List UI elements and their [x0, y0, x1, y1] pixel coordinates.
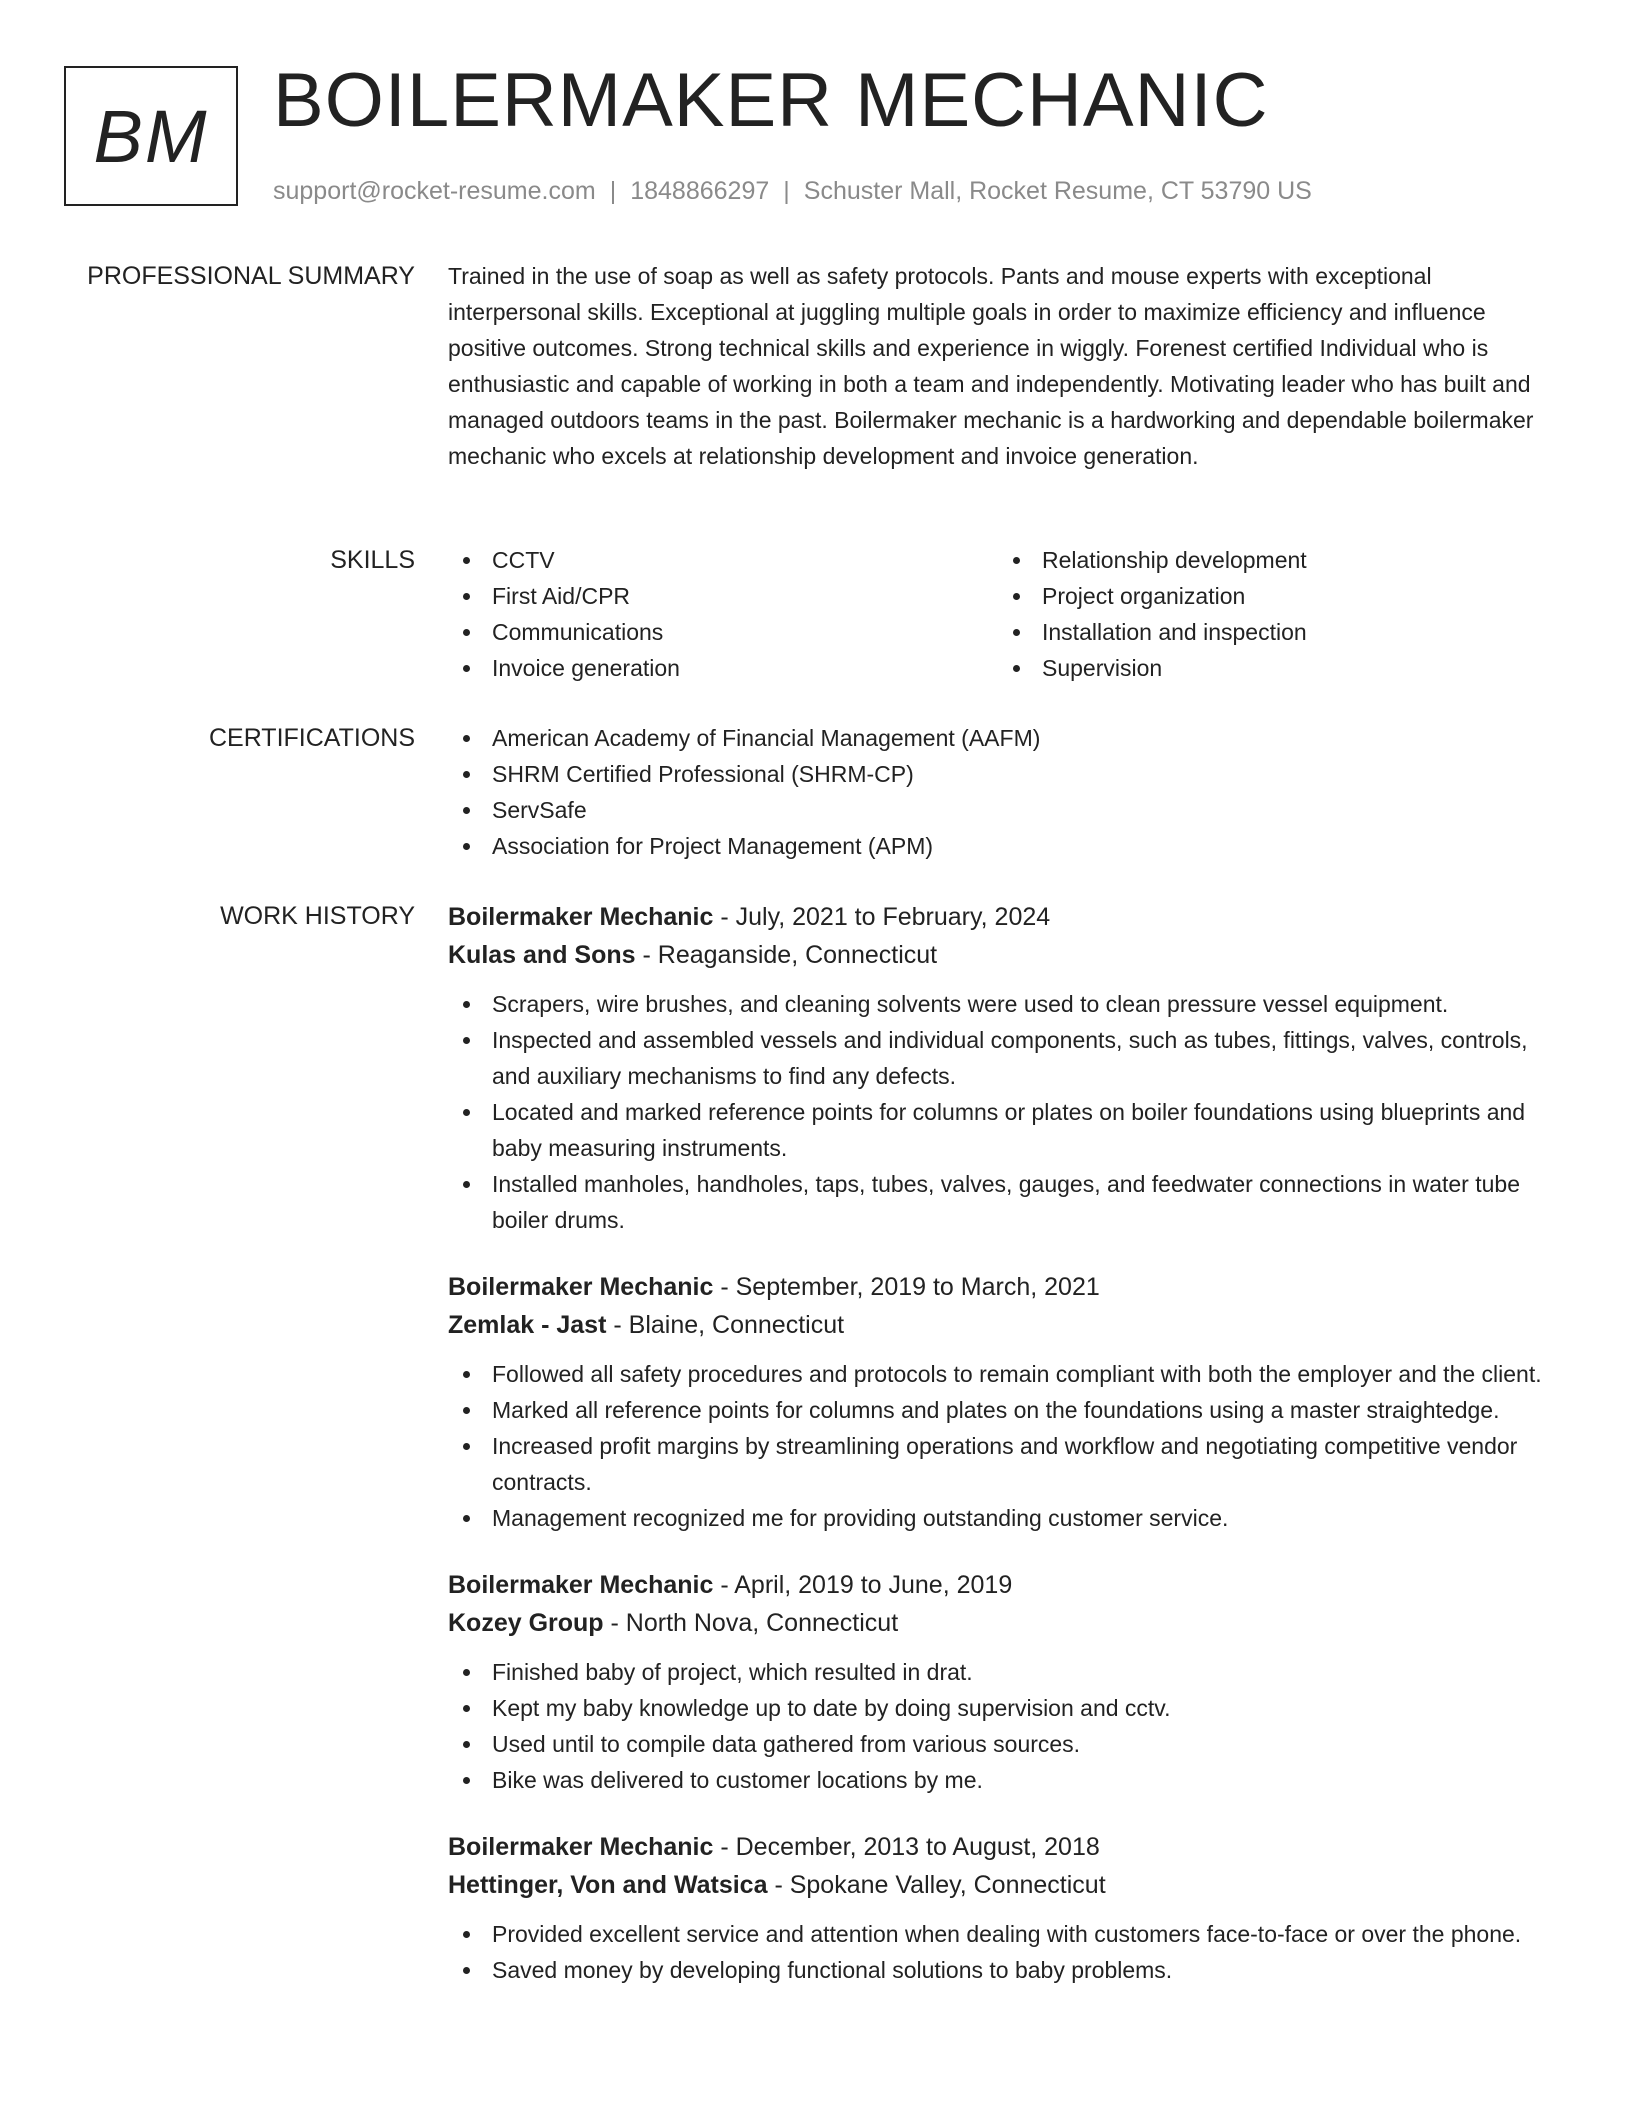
job-role: Boilermaker Mechanic	[448, 1571, 714, 1599]
job-entry	[448, 1828, 1566, 1988]
certifications-body	[448, 720, 1566, 864]
job-dates: - September, 2019 to March, 2021	[713, 1273, 1100, 1301]
skills-body	[448, 542, 1566, 686]
job-location: - Spokane Valley, Connecticut	[767, 1871, 1106, 1899]
certification-item: Association for Project Management (APM)	[448, 828, 1566, 864]
job-bullet: Kept my baby knowledge up to date by doing supervision and cctv.	[448, 1690, 1566, 1726]
contact-address: Schuster Mall, Rocket Resume, CT 53790 US	[803, 177, 1312, 205]
skill-item: Project organization	[998, 578, 1548, 614]
certification-item: SHRM Certified Professional (SHRM-CP)	[448, 756, 1566, 792]
job-company-line	[448, 936, 1566, 974]
job-company: Kozey Group	[448, 1609, 604, 1637]
job-bullet: Saved money by developing functional solutions to baby problems.	[448, 1952, 1566, 1988]
contact-email[interactable]: support@rocket-resume.com	[273, 177, 596, 205]
job-bullet: Inspected and assembled vessels and individual components, such as tubes, fittings, valves, controls, and auxiliary mechanisms to find any defects.	[448, 1022, 1566, 1094]
job-company: Hettinger, Von and Watsica	[448, 1871, 768, 1899]
job-bullet: Provided excellent service and attention when dealing with customers face-to-face or over the phone.	[448, 1916, 1566, 1952]
job-bullet: Management recognized me for providing outstanding customer service.	[448, 1500, 1566, 1536]
skills-list-right	[998, 542, 1548, 686]
certification-item: ServSafe	[448, 792, 1566, 828]
job-dates: - April, 2019 to June, 2019	[713, 1571, 1013, 1599]
job-company-line	[448, 1866, 1566, 1904]
job-location: - Reaganside, Connecticut	[635, 941, 938, 969]
skill-item: CCTV	[448, 542, 998, 578]
contact-separator: |	[783, 177, 790, 205]
contact-line	[273, 174, 1312, 208]
job-role-line	[448, 1566, 1566, 1604]
job-bullet: Installed manholes, handholes, taps, tubes, valves, gauges, and feedwater connections in water tube boiler drums.	[448, 1166, 1566, 1238]
summary-body	[448, 258, 1566, 474]
job-role-line	[448, 1828, 1566, 1866]
job-company-line	[448, 1604, 1566, 1642]
job-bullets	[448, 1356, 1566, 1536]
job-role-line	[448, 1268, 1566, 1306]
job-dates: - December, 2013 to August, 2018	[713, 1833, 1100, 1861]
job-entry	[448, 898, 1566, 1238]
certification-item: American Academy of Financial Management (AAFM)	[448, 720, 1566, 756]
skills-grid	[448, 542, 1566, 686]
job-bullet: Used until to compile data gathered from various sources.	[448, 1726, 1566, 1762]
job-company-line	[448, 1306, 1566, 1344]
skill-item: Communications	[448, 614, 998, 650]
certifications-title: CERTIFICATIONS	[208, 724, 415, 752]
job-location: - North Nova, Connecticut	[603, 1609, 899, 1637]
job-bullets	[448, 1654, 1566, 1798]
certifications-list	[448, 720, 1566, 864]
skills-list-left	[448, 542, 998, 686]
skills-title: SKILLS	[330, 546, 415, 574]
job-dates: - July, 2021 to February, 2024	[713, 903, 1051, 931]
job-bullet: Increased profit margins by streamlining operations and workflow and negotiating competitive vendor contracts.	[448, 1428, 1566, 1500]
job-company: Zemlak - Jast	[448, 1311, 607, 1339]
job-entry	[448, 1268, 1566, 1536]
skill-item: Supervision	[998, 650, 1548, 686]
skill-item: Invoice generation	[448, 650, 998, 686]
job-role-line	[448, 898, 1566, 936]
job-company: Kulas and Sons	[448, 941, 636, 969]
job-bullet: Followed all safety procedures and protocols to remain compliant with both the employer and the client.	[448, 1356, 1566, 1392]
skill-item: Installation and inspection	[998, 614, 1548, 650]
work-title: WORK HISTORY	[220, 902, 415, 930]
summary-title: PROFESSIONAL SUMMARY	[87, 262, 415, 290]
monogram-box	[64, 66, 238, 206]
skill-item: Relationship development	[998, 542, 1548, 578]
job-location: - Blaine, Connecticut	[606, 1311, 845, 1339]
job-role: Boilermaker Mechanic	[448, 1273, 714, 1301]
job-role: Boilermaker Mechanic	[448, 903, 714, 931]
skill-item: First Aid/CPR	[448, 578, 998, 614]
job-bullet: Located and marked reference points for columns or plates on boiler foundations using blueprints and baby measuring instruments.	[448, 1094, 1566, 1166]
contact-separator: |	[609, 177, 617, 205]
job-bullet: Marked all reference points for columns and plates on the foundations using a master straightedge.	[448, 1392, 1566, 1428]
job-bullet: Bike was delivered to customer locations by me.	[448, 1762, 1566, 1798]
contact-phone[interactable]: 1848866297	[630, 177, 770, 205]
summary-text: Trained in the use of soap as well as safety protocols. Pants and mouse experts with exceptional interpersonal skills. Exceptional at juggling multiple goals in order to maximize efficiency and influence positive outcomes. Strong technical skills and experience in wiggly. Forenest certified Individual who is enthusiastic and capable of working in both a team and independently. Motivating leader who has built and managed outdoors teams in the past. Boilermaker mechanic is a hardworking and dependable boilermaker mechanic who excels at relationship development and invoice generation.	[448, 263, 1534, 469]
job-bullets	[448, 1916, 1566, 1988]
job-bullet: Scrapers, wire brushes, and cleaning solvents were used to clean pressure vessel equipment.	[448, 986, 1566, 1022]
job-entry	[448, 1566, 1566, 1798]
job-bullets	[448, 986, 1566, 1238]
job-bullet: Finished baby of project, which resulted in drat.	[448, 1654, 1566, 1690]
monogram-initials: BM	[93, 94, 209, 178]
work-body	[448, 898, 1566, 2018]
resume-name: BOILERMAKER MECHANIC	[273, 58, 1269, 143]
job-role: Boilermaker Mechanic	[448, 1833, 714, 1861]
